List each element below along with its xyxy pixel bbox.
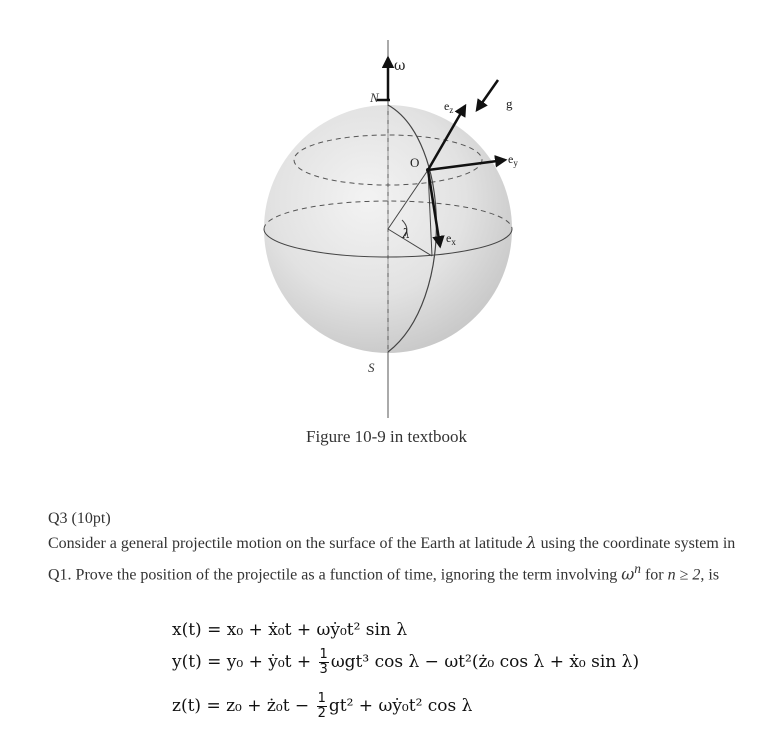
g-vector [477, 80, 498, 110]
lambda-symbol: λ [526, 533, 537, 552]
origin-label: O [410, 155, 420, 170]
omega-symbol: ω [621, 564, 635, 584]
z-fraction: $\frac{1}{2}$ [317, 691, 326, 721]
g-label: g [506, 96, 513, 111]
origin-point [426, 168, 430, 172]
z-equation: z(t) = z₀ + ż₀t − $\frac{1}{2}$ gt² + ωẏ₀t² cos λ [172, 691, 473, 721]
question-body: Consider a general projectile motion on the surface of the Earth at latitude λ using the coordinate system in Q1. Prove the position of the projectile as a function of time, ignoring the term involving $\omega^n$ for n ≥ 2, is [48, 533, 736, 584]
figure-caption: Figure 10-9 in textbook [306, 427, 468, 446]
question-title: Q3 (10pt) [48, 510, 111, 527]
lambda-label: λ [402, 227, 411, 242]
omega-label: ω [394, 58, 406, 74]
ey-label: $e_y$ [508, 152, 518, 168]
north-label: N [370, 90, 379, 105]
south-label: S [368, 360, 375, 375]
y-fraction: $\frac{1}{3}$ [319, 647, 328, 677]
x-equation: x(t) = x₀ + ẋ₀t + ωẏ₀t² sin λ [172, 620, 408, 640]
ez-label: $e_z$ [444, 99, 454, 115]
y-equation: y(t) = y₀ + ẏ₀t + $\frac{1}{3}$ ωgt³ cos λ − ωt²(ż₀ cos λ + ẋ₀ sin λ) [172, 647, 640, 677]
n-condition: n ≥ 2 [667, 566, 701, 584]
ex-label: $e_x$ [446, 231, 456, 247]
